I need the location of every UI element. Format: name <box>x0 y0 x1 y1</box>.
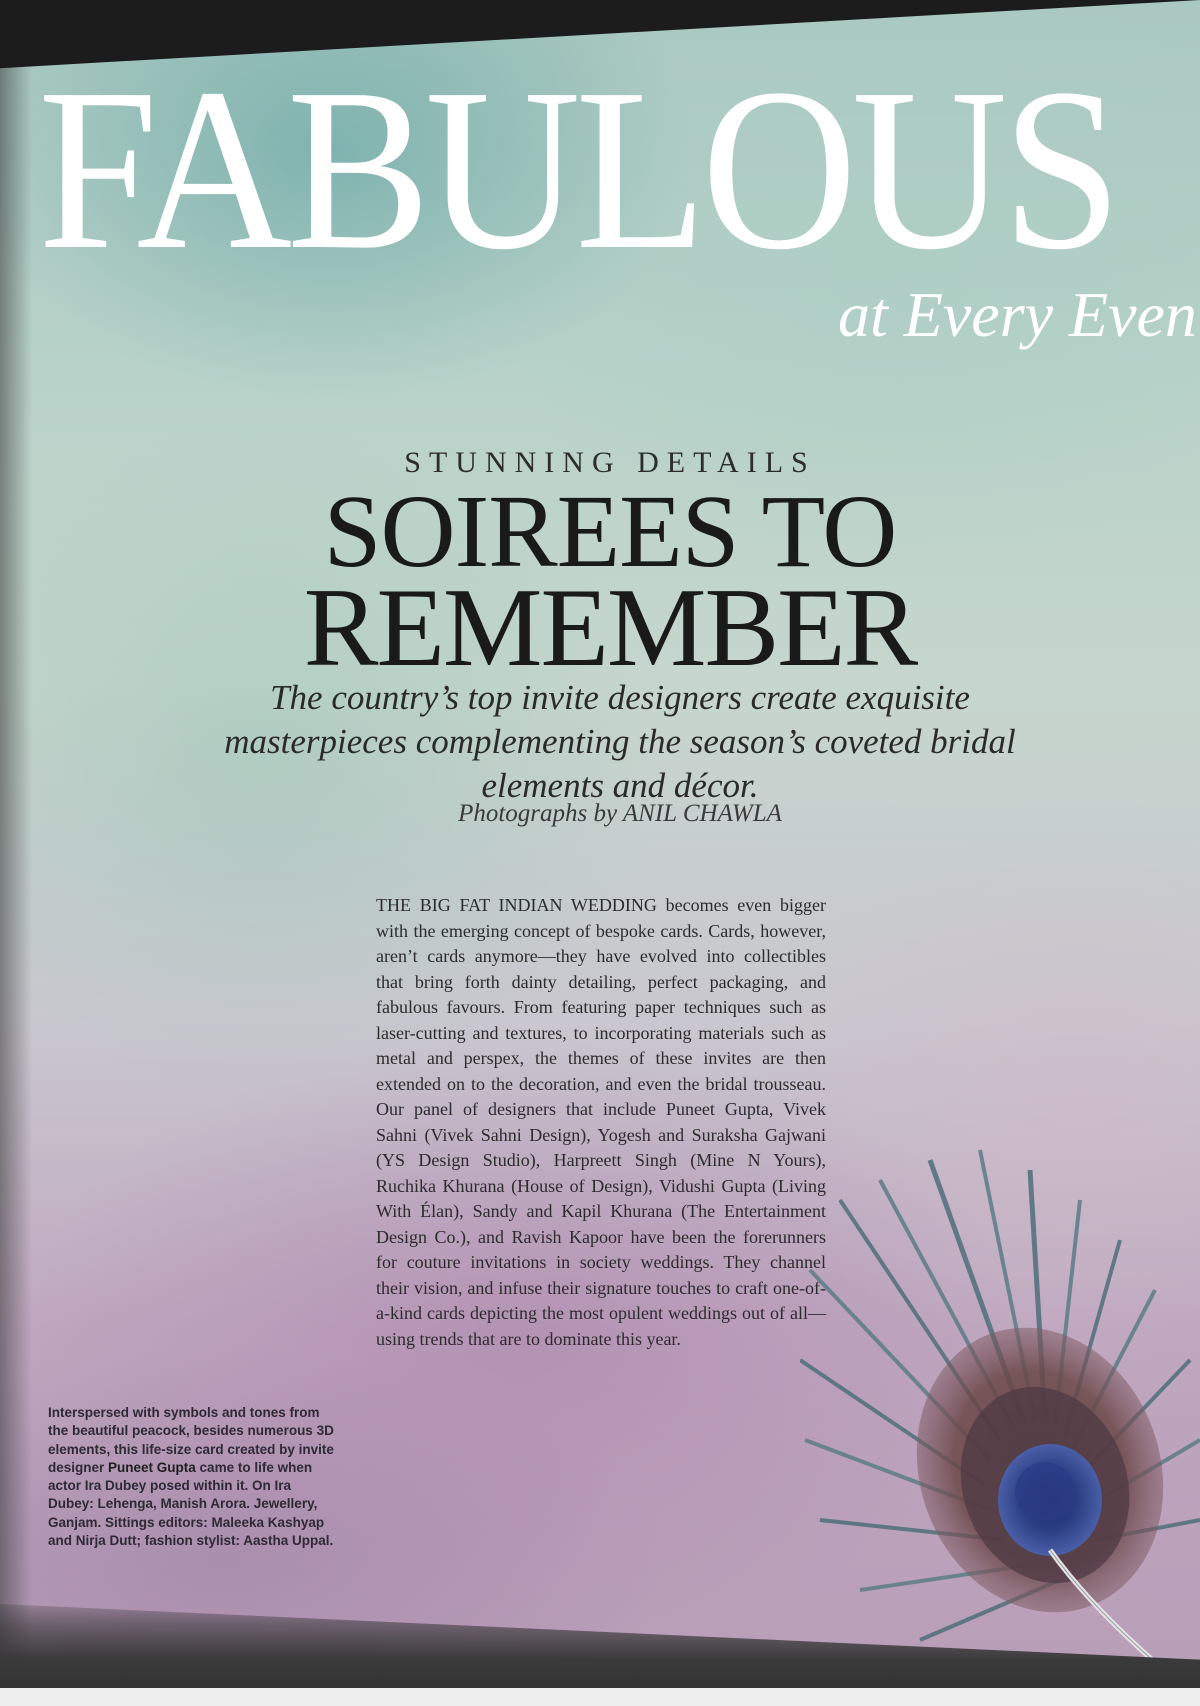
section-kicker: STUNNING DETAILS <box>404 446 816 479</box>
scan-edge-bottom-light <box>0 1688 1200 1706</box>
headline-line-1: SOIREES TO <box>323 474 897 589</box>
peacock-feather-illustration <box>800 1140 1200 1706</box>
headline-line-2: REMEMBER <box>303 566 917 690</box>
photo-caption <box>48 1404 338 1550</box>
caption-text-1: Interspersed with symbols and tones from the beautiful peacock, besides numerous 3D elements, this life-size card created by invite designer <box>48 1405 334 1475</box>
caption-designer-name: Puneet Gupta <box>108 1459 196 1475</box>
photo-credit: Photographs by ANIL CHAWLA <box>458 800 782 827</box>
page-title: FABULOUS <box>38 41 1117 298</box>
article-body: THE BIG FAT INDIAN WEDDING becomes even bigger with the emerging concept of bespoke cards. Cards, however, aren’t cards anymore—they have evolved into collectibles that bring forth dainty detailing, perfect packaging, and fabulous favours. From featuring paper techniques such as laser-cutting and textures, to incorporating materials such as metal and perspex, the themes of these invites are then extended on to the decoration, and even the bridal trousseau. Our panel of designers that include Puneet Gupta, Vivek Sahni (Vivek Sahni Design), Yogesh and Suraksha Gajwani (YS Design Studio), Harpreett Singh (Mine N Yours), Ruchika Khurana (House of Design), Vidushi Gupta (Living With Élan), Sandy and Kapil Khurana (The Entertainment Design Co.), and Ravish Kapoor have been the forerunners for couture invitations in society weddings. They channel their vision, and infuse their signature touches to craft one-of-a-kind cards depicting the most opulent weddings out of all—using trends that are to dominate this year. <box>376 895 826 1349</box>
article-headline <box>0 474 1200 690</box>
page-subtitle: at Every Even <box>838 279 1197 350</box>
caption-text-2: came to life when actor Ira Dubey posed within it. On Ira Dubey: Lehenga, Manish Arora. Jewellery, Ganjam. Sittings editors: Maleeka Kashyap and Nirja Dutt; fashion stylist: Aastha Uppal. <box>48 1459 334 1549</box>
article-dek: The country’s top invite designers create exquisite masterpieces complementing the season’s coveted bridal elements and décor. <box>224 678 1016 805</box>
page-gutter-shadow <box>0 0 32 1706</box>
